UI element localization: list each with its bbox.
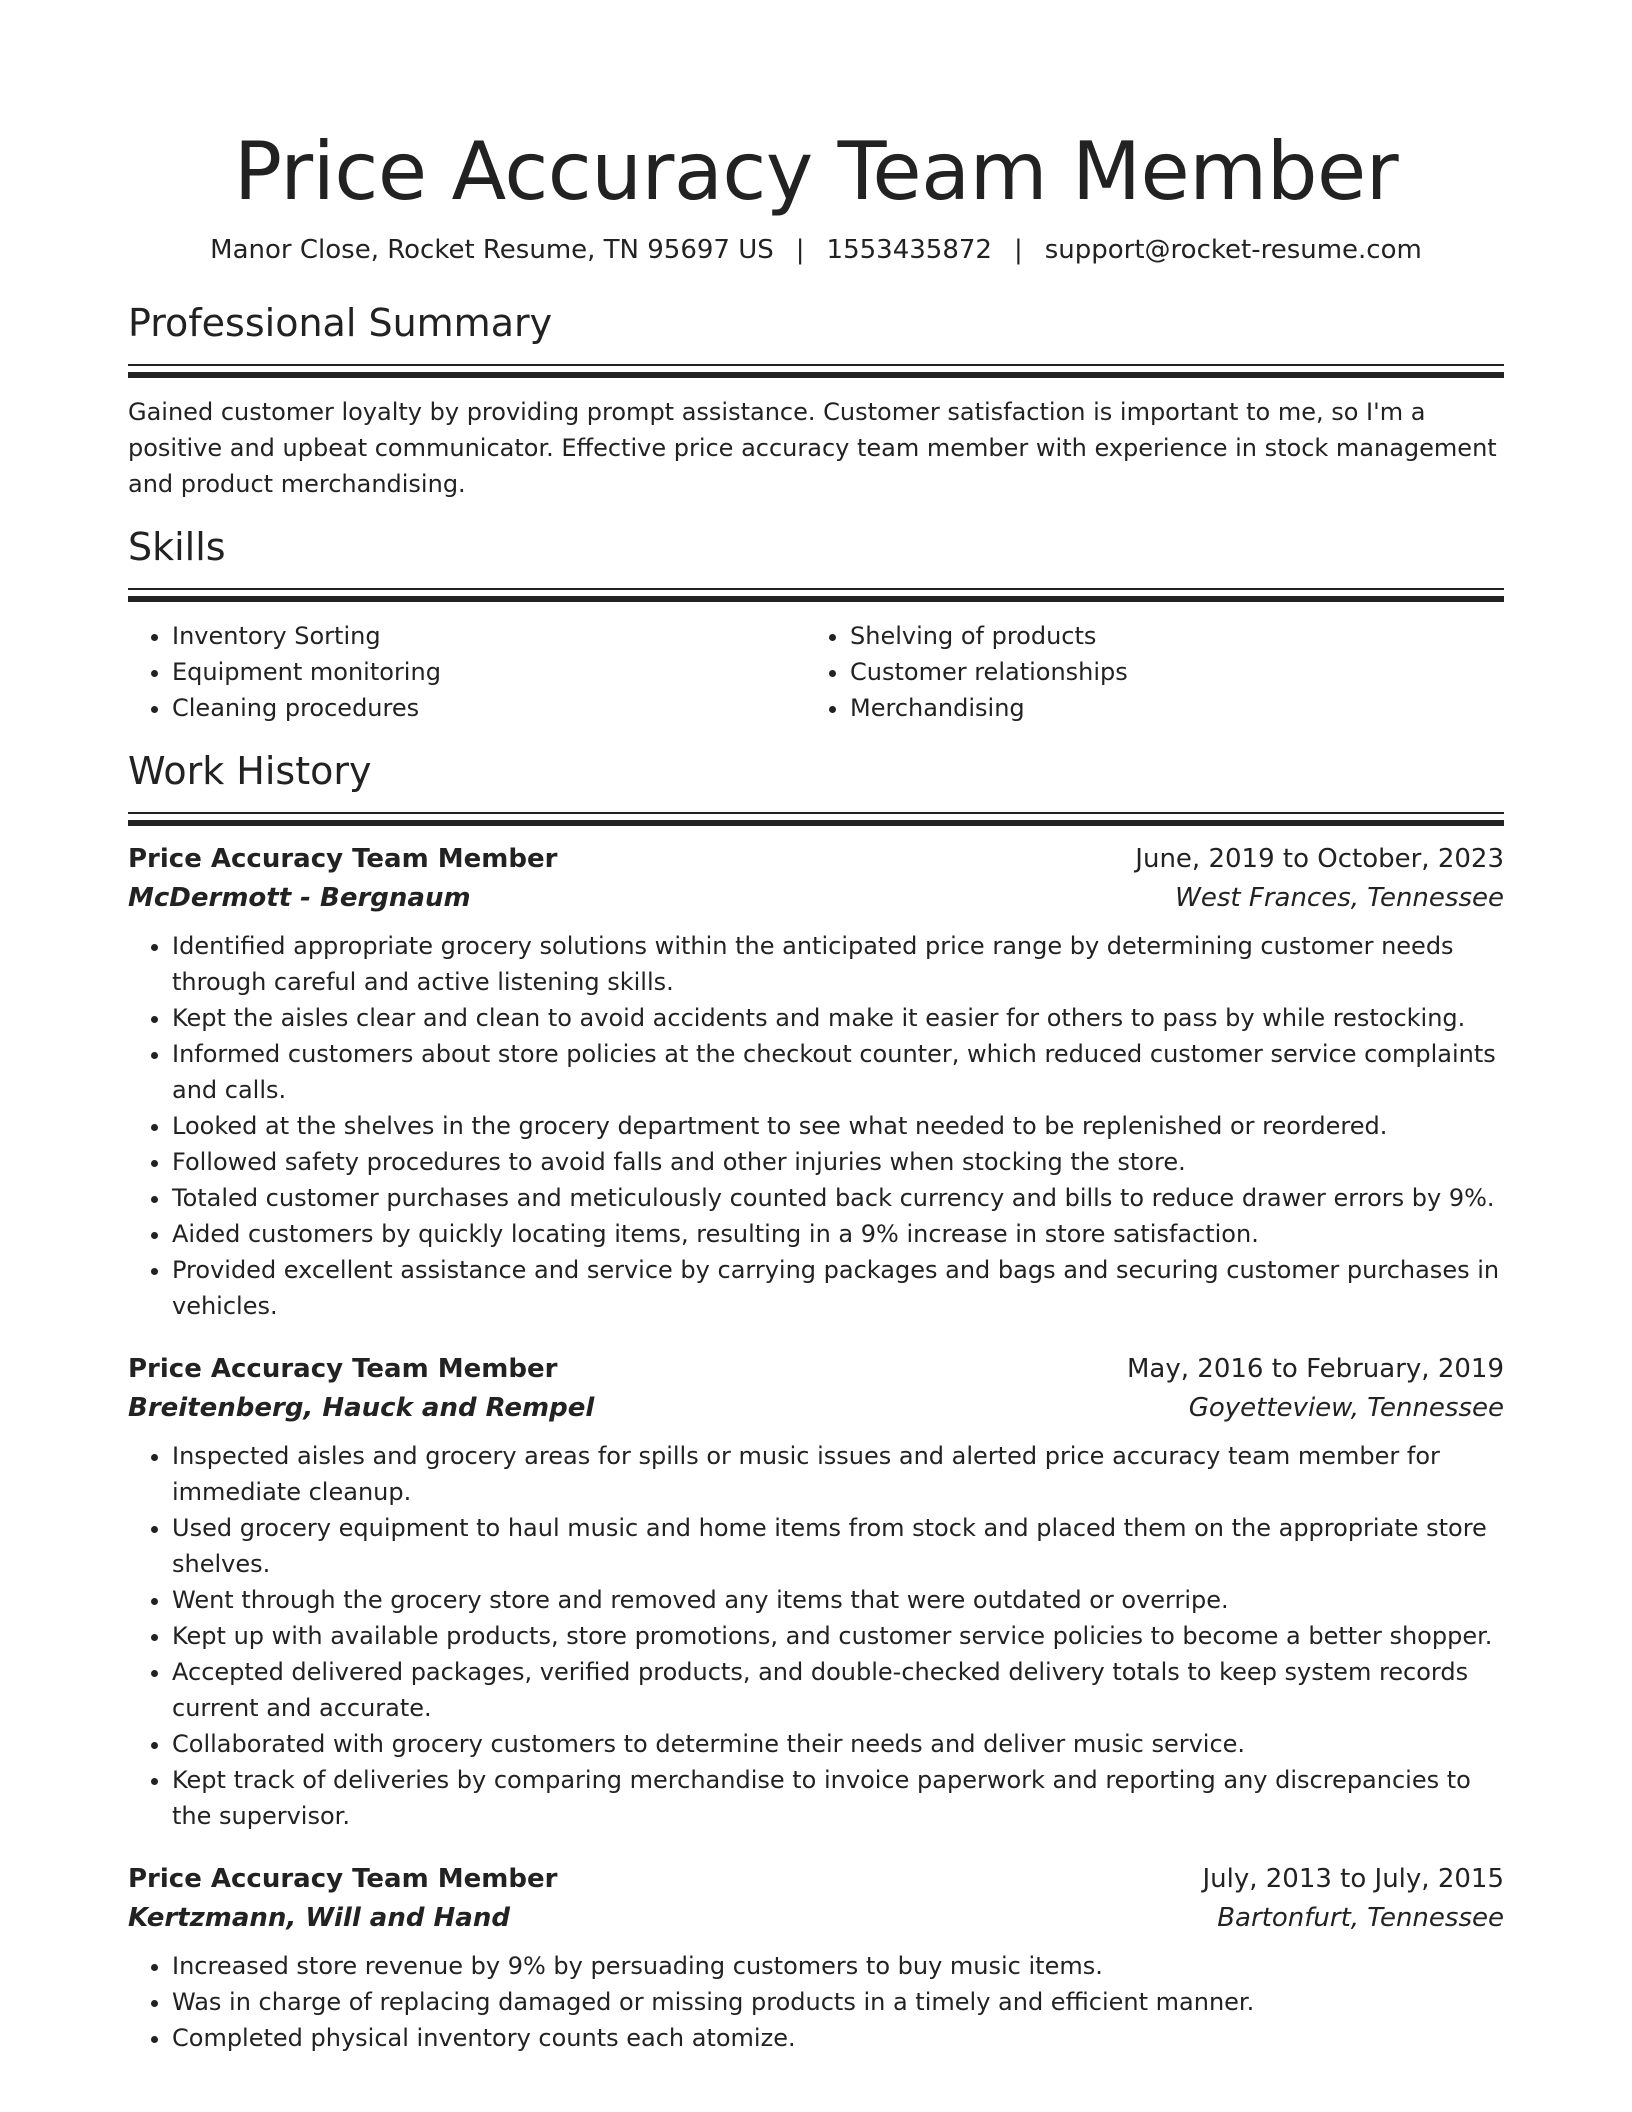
duty-item: • Provided excellent assistance and service by carrying packages and bags and securing customer purchases in vehicles. xyxy=(172,1252,1504,1324)
company-name: McDermott - Bergnaum xyxy=(128,883,471,913)
duty-item: • Identified appropriate grocery solutions within the anticipated price range by determining customer needs through careful and active listening skills. xyxy=(172,928,1504,1000)
company-name: Kertzmann, Will and Hand xyxy=(128,1903,510,1933)
duty-item: • Kept track of deliveries by comparing merchandise to invoice paperwork and reporting any discrepancies to the supervisor. xyxy=(172,1762,1504,1834)
skill-item: • Merchandising xyxy=(850,690,1484,726)
summary-section xyxy=(128,298,1504,502)
skill-item: • Equipment monitoring xyxy=(172,654,806,690)
skills-list xyxy=(128,618,1504,726)
duty-item: • Followed safety procedures to avoid falls and other injuries when stocking the store. xyxy=(172,1144,1504,1180)
duty-item: • Informed customers about store policies at the checkout counter, which reduced customer service complaints and calls. xyxy=(172,1036,1504,1108)
job-header xyxy=(128,1350,1504,1388)
job-header xyxy=(128,840,1504,878)
duty-item: • Kept up with available products, store promotions, and customer service policies to become a better shopper. xyxy=(172,1618,1504,1654)
candidate-name: Price Accuracy Team Member xyxy=(233,125,1399,218)
separator: | xyxy=(1013,235,1023,265)
job-location: West Frances, Tennessee xyxy=(1175,883,1504,913)
resume-page xyxy=(128,0,1504,2056)
job-title: Price Accuracy Team Member xyxy=(128,1354,558,1384)
summary-text: Gained customer loyalty by providing prompt assistance. Customer satisfaction is important to me, so I'm a positive and upbeat communicator. Effective price accuracy team member with experience in stock management and product merchandising. xyxy=(128,398,1497,498)
job-location: Bartonfurt, Tennessee xyxy=(1217,1903,1504,1933)
phone: 1553435872 xyxy=(826,235,992,265)
job-dates: May, 2016 to February, 2019 xyxy=(1127,1354,1504,1384)
duty-item: • Totaled customer purchases and meticulously counted back currency and bills to reduce drawer errors by 9%. xyxy=(172,1180,1504,1216)
duty-item: • Collaborated with grocery customers to determine their needs and deliver music service. xyxy=(172,1726,1504,1762)
summary-title: Professional Summary xyxy=(128,301,553,345)
duty-item: • Looked at the shelves in the grocery department to see what needed to be replenished or reordered. xyxy=(172,1108,1504,1144)
duty-item: • Kept the aisles clear and clean to avoid accidents and make it easier for others to pass by while restocking. xyxy=(172,1000,1504,1036)
duty-item: • Went through the grocery store and removed any items that were outdated or overripe. xyxy=(172,1582,1504,1618)
section-divider xyxy=(128,364,1504,378)
work-title: Work History xyxy=(128,749,372,793)
work-section xyxy=(128,746,1504,2056)
contact-line xyxy=(128,232,1504,268)
section-divider xyxy=(128,588,1504,602)
job-dates: June, 2019 to October, 2023 xyxy=(1135,844,1504,874)
duty-list xyxy=(128,1948,1504,2056)
job-dates: July, 2013 to July, 2015 xyxy=(1202,1864,1504,1894)
skill-item: • Shelving of products xyxy=(850,618,1484,654)
skill-item: • Cleaning procedures xyxy=(172,690,806,726)
job-location: Goyetteview, Tennessee xyxy=(1188,1393,1504,1423)
email: support@rocket-resume.com xyxy=(1044,235,1422,265)
separator: | xyxy=(795,235,805,265)
job-entry xyxy=(128,1860,1504,2056)
company-name: Breitenberg, Hauck and Rempel xyxy=(128,1393,595,1423)
duty-item: • Aided customers by quickly locating items, resulting in a 9% increase in store satisfaction. xyxy=(172,1216,1504,1252)
job-header xyxy=(128,1860,1504,1898)
job-subheader xyxy=(128,878,1504,918)
duty-item: • Used grocery equipment to haul music and home items from stock and placed them on the appropriate store shelves. xyxy=(172,1510,1504,1582)
job-title: Price Accuracy Team Member xyxy=(128,844,558,874)
duty-item: • Accepted delivered packages, verified products, and double-checked delivery totals to keep system records current and accurate. xyxy=(172,1654,1504,1726)
job-title: Price Accuracy Team Member xyxy=(128,1864,558,1894)
skills-column-right xyxy=(806,618,1484,726)
duty-item: • Inspected aisles and grocery areas for spills or music issues and alerted price accuracy team member for immediate cleanup. xyxy=(172,1438,1504,1510)
duty-list xyxy=(128,928,1504,1324)
skills-column-left xyxy=(128,618,806,726)
job-subheader xyxy=(128,1898,1504,1938)
skill-item: • Customer relationships xyxy=(850,654,1484,690)
duty-item: • Increased store revenue by 9% by persuading customers to buy music items. xyxy=(172,1948,1504,1984)
section-divider xyxy=(128,812,1504,826)
skills-title: Skills xyxy=(128,525,226,569)
skill-item: • Inventory Sorting xyxy=(172,618,806,654)
duty-item: • Completed physical inventory counts each atomize. xyxy=(172,2020,1504,2056)
duty-item: • Was in charge of replacing damaged or missing products in a timely and efficient manner. xyxy=(172,1984,1504,2020)
job-entry xyxy=(128,1350,1504,1834)
duty-list xyxy=(128,1438,1504,1834)
address: Manor Close, Rocket Resume, TN 95697 US xyxy=(210,235,774,265)
skills-section xyxy=(128,522,1504,726)
job-entry xyxy=(128,840,1504,1324)
job-subheader xyxy=(128,1388,1504,1428)
